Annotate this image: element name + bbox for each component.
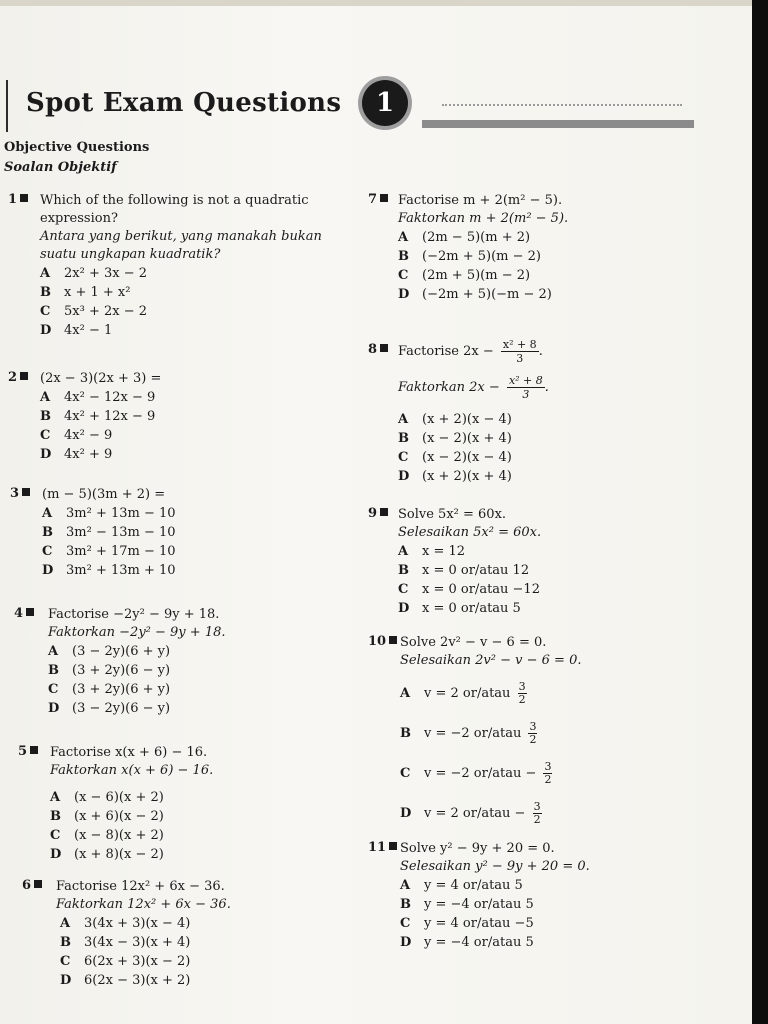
question-number: 3: [10, 486, 30, 501]
fraction-denominator: 2: [533, 813, 541, 826]
option-a[interactable]: A (x − 6)(x + 2): [50, 790, 164, 805]
fraction-denominator: 2: [529, 733, 537, 746]
fraction: [528, 721, 537, 746]
option-c[interactable]: C 4x² − 9: [40, 428, 113, 443]
question-number: 9: [368, 506, 388, 521]
option-d[interactable]: D x = 0 or/atau 5: [398, 601, 521, 616]
question-text: expression?: [40, 211, 118, 226]
question-text: Solve y² − 9y + 20 = 0.: [400, 841, 555, 856]
option-b[interactable]: B (x + 6)(x − 2): [50, 809, 164, 824]
question-text: Solve 5x² = 60x.: [398, 507, 507, 522]
option-b[interactable]: B y = −4 or/atau 5: [400, 897, 534, 912]
page-right-edge-shadow: [752, 0, 768, 1024]
option-d[interactable]: D (x + 2)(x + 4): [398, 469, 512, 484]
question-number: 6: [22, 878, 42, 893]
title-left-rule: [6, 80, 8, 132]
question-number: 11: [368, 840, 397, 855]
question-text-malay: Faktorkan 12x² + 6x − 36.: [56, 897, 231, 912]
fraction-numerator: 3: [518, 680, 526, 693]
question-number: 1: [8, 192, 28, 207]
option-d[interactable]: D y = −4 or/atau 5: [400, 935, 534, 950]
option-b[interactable]: B 3(4x − 3)(x + 4): [60, 935, 191, 950]
section-heading-english: Objective Questions: [4, 140, 150, 155]
option-b[interactable]: B 3m² − 13m − 10: [42, 525, 176, 540]
question-text-malay: Selesaikan 2v² − v − 6 = 0.: [400, 653, 582, 668]
question-number: 8: [368, 342, 388, 357]
option-a[interactable]: A v = 2 or/atau $\frac{3}{2}$: [400, 680, 526, 706]
option-b[interactable]: B (x − 2)(x + 4): [398, 431, 512, 446]
option-c[interactable]: C (2m + 5)(m − 2): [398, 268, 531, 283]
option-b[interactable]: B x = 0 or/atau 12: [398, 563, 530, 578]
question-text: (2x − 3)(2x + 3) =: [40, 371, 162, 386]
option-b[interactable]: B (−2m + 5)(m − 2): [398, 249, 541, 264]
option-d[interactable]: D v = 2 or/atau − $\frac{3}{2}$: [400, 800, 541, 826]
fraction-numerator: 3: [533, 800, 541, 813]
fraction-numerator: 3: [529, 720, 537, 733]
page-top-edge: [0, 0, 752, 6]
question-text-malay: Faktorkan −2y² − 9y + 18.: [48, 625, 226, 640]
question-text: Solve 2v² − v − 6 = 0.: [400, 635, 547, 650]
fraction: [543, 761, 552, 786]
option-d[interactable]: D 3m² + 13m + 10: [42, 563, 176, 578]
question-text: Which of the following is not a quadratic: [40, 193, 309, 208]
option-b[interactable]: B 4x² + 12x − 9: [40, 409, 156, 424]
question-text-malay: Selesaikan 5x² = 60x.: [398, 525, 542, 540]
question-text-malay: Faktorkan 2x −: [398, 380, 500, 395]
option-d[interactable]: D (x + 8)(x − 2): [50, 847, 164, 862]
option-a[interactable]: A (2m − 5)(m + 2): [398, 230, 531, 245]
question-text: (m − 5)(3m + 2) =: [42, 487, 166, 502]
fraction-numerator: 3: [544, 760, 552, 773]
fraction-denominator: 3: [522, 388, 530, 401]
option-c[interactable]: C x = 0 or/atau −12: [398, 582, 540, 597]
question-text: Factorise x(x + 6) − 16.: [50, 745, 208, 760]
option-d[interactable]: D (3 − 2y)(6 − y): [48, 701, 171, 716]
title-grey-bar: [422, 120, 694, 128]
question-text-malay: Antara yang berikut, yang manakah bukan: [40, 229, 322, 244]
option-d[interactable]: D 4x² − 1: [40, 323, 113, 338]
option-c[interactable]: C v = −2 or/atau − $\frac{3}{2}$: [400, 760, 552, 786]
fraction-denominator: 2: [544, 773, 552, 786]
option-a[interactable]: A x = 12: [398, 544, 466, 559]
section-heading-malay: Soalan Objektif: [4, 160, 117, 175]
option-c[interactable]: C y = 4 or/atau −5: [400, 916, 534, 931]
option-d[interactable]: D 4x² + 9: [40, 447, 113, 462]
page-title: Spot Exam Questions: [26, 88, 342, 118]
fraction-denominator: 2: [518, 693, 526, 706]
fraction: [507, 374, 545, 401]
option-d[interactable]: D (−2m + 5)(−m − 2): [398, 287, 552, 302]
option-c[interactable]: C 3m² + 17m − 10: [42, 544, 176, 559]
question-text-malay: suatu ungkapan kuadratik?: [40, 247, 221, 262]
question-text-malay: Faktorkan x(x + 6) − 16.: [50, 763, 214, 778]
question-number: 5: [18, 744, 38, 759]
question-number: 10: [368, 634, 397, 649]
option-a[interactable]: A (x + 2)(x − 4): [398, 412, 512, 427]
option-a[interactable]: A 3m² + 13m − 10: [42, 506, 176, 521]
question-number: 4: [14, 606, 34, 621]
fraction-numerator: x² + 8: [508, 374, 543, 387]
option-b[interactable]: B v = −2 or/atau $\frac{3}{2}$: [400, 720, 537, 746]
fraction-denominator: 3: [516, 352, 524, 365]
question-text: Factorise m + 2(m² − 5).: [398, 193, 563, 208]
fraction: [533, 801, 542, 826]
fraction: [501, 338, 539, 365]
option-c[interactable]: C (3 + 2y)(6 + y): [48, 682, 171, 697]
title-dotted-rule: [442, 104, 682, 106]
chapter-number-badge: 1: [362, 80, 408, 126]
option-a[interactable]: A y = 4 or/atau 5: [400, 878, 523, 893]
question-text-malay: Selesaikan y² − 9y + 20 = 0.: [400, 859, 590, 874]
question-text: Factorise 12x² + 6x − 36.: [56, 879, 225, 894]
option-b[interactable]: B (3 + 2y)(6 − y): [48, 663, 171, 678]
question-number: 2: [8, 370, 28, 385]
option-a[interactable]: A 4x² − 12x − 9: [40, 390, 156, 405]
question-number: 7: [368, 192, 388, 207]
option-a[interactable]: A (3 − 2y)(6 + y): [48, 644, 171, 659]
option-b[interactable]: B x + 1 + x²: [40, 285, 131, 300]
option-c[interactable]: C 6(2x + 3)(x − 2): [60, 954, 191, 969]
option-c[interactable]: C (x − 8)(x + 2): [50, 828, 164, 843]
option-c[interactable]: C (x − 2)(x − 4): [398, 450, 512, 465]
question-text: Factorise 2x −: [398, 344, 494, 359]
option-c[interactable]: C 5x³ + 2x − 2: [40, 304, 148, 319]
question-text: Factorise −2y² − 9y + 18.: [48, 607, 220, 622]
option-d[interactable]: D 6(2x − 3)(x + 2): [60, 973, 191, 988]
fraction: [518, 681, 527, 706]
question-text-malay: Faktorkan m + 2(m² − 5).: [398, 211, 569, 226]
fraction-numerator: x² + 8: [502, 338, 537, 351]
option-a[interactable]: A 2x² + 3x − 2: [40, 266, 148, 281]
option-a[interactable]: A 3(4x + 3)(x − 4): [60, 916, 191, 931]
